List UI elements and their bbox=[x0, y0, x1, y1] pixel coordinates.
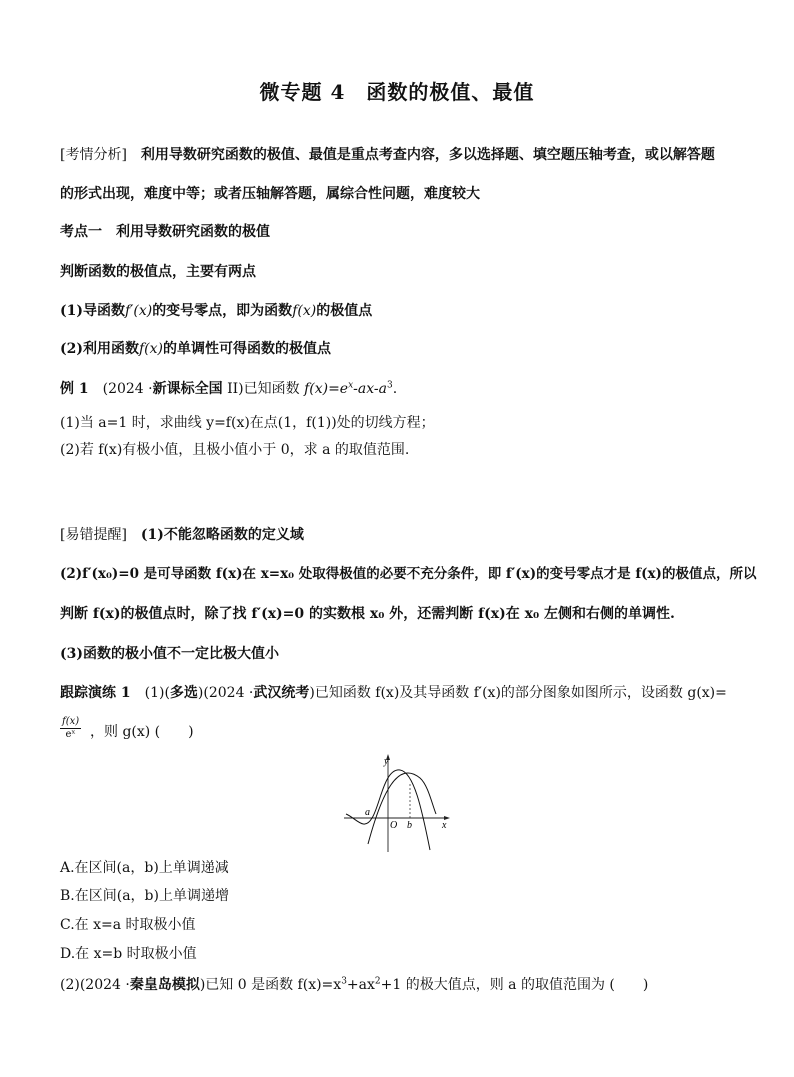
judge-item-1-fx2: f(x) bbox=[292, 303, 317, 319]
judge-item-1-c: 的极值点 bbox=[316, 303, 373, 319]
practice-1-q1-src: 武汉统考 bbox=[253, 685, 310, 701]
example-1-func-tail-sup: 3 bbox=[386, 380, 393, 391]
g-fraction-denominator: eˣ bbox=[65, 729, 76, 740]
practice-1-q2-sup1: 3 bbox=[341, 976, 347, 987]
pitfall-p2-line2: 判断 f(x)的极值点时，除了找 f′(x)=0 的实数根 x₀ 外，还需判断 f(x)在 x₀ 左侧和右侧的单调性. bbox=[60, 606, 675, 622]
example-1-func: f(x)=e bbox=[304, 381, 349, 397]
judge-item-2-b: 的单调性可得函数的极值点 bbox=[163, 341, 332, 357]
option-a: A.在区间(a，b)上单调递减 bbox=[60, 860, 229, 876]
option-c: C.在 x=a 时取极小值 bbox=[60, 917, 196, 933]
g-fraction-numerator: f(x) bbox=[62, 716, 80, 727]
judge-item-2 bbox=[60, 340, 331, 358]
practice-1-multi-tag: 多选 bbox=[169, 685, 198, 701]
practice-1-q1-tail: ，则 g(x) ( ) bbox=[90, 724, 194, 740]
judge-item-1 bbox=[60, 302, 372, 320]
function-graph bbox=[338, 752, 454, 854]
pitfall-line-1 bbox=[60, 526, 304, 544]
practice-1-q1-a: (1)( bbox=[130, 685, 170, 701]
pitfall-tag: [易错提醒] bbox=[60, 527, 127, 543]
analysis-tag: [考情分析] bbox=[60, 147, 127, 163]
example-1-func-tail: -ax-a bbox=[353, 381, 387, 397]
b-label: b bbox=[407, 820, 412, 831]
g-fraction bbox=[60, 716, 81, 741]
pitfall-p1: (1)不能忽略函数的定义域 bbox=[126, 527, 304, 543]
practice-1-q1-b: )(2024 · bbox=[197, 685, 254, 701]
example-1-label: 例 1 bbox=[60, 381, 89, 397]
practice-1-q2 bbox=[60, 976, 648, 994]
option-b: B.在区间(a，b)上单调递增 bbox=[60, 888, 229, 904]
y-axis-label: y bbox=[384, 756, 389, 767]
practice-1-q2-a: (2)(2024 · bbox=[60, 977, 130, 993]
judge-heading: 判断函数的极值点，主要有两点 bbox=[60, 264, 256, 280]
judge-item-2-a: (2)利用函数 bbox=[60, 341, 139, 357]
judge-item-2-fx: f(x) bbox=[139, 341, 164, 357]
analysis-text-1: 利用导数研究函数的极值、最值是重点考查内容，多以选择题、填空题压轴考查，或以解答题 bbox=[126, 147, 715, 163]
x-axis-label: x bbox=[442, 820, 447, 831]
point1-heading: 考点一 利用导数研究函数的极值 bbox=[60, 224, 270, 240]
origin-label: O bbox=[390, 820, 398, 831]
analysis-line-2: 的形式出现，难度中等；或者压轴解答题，属综合性问题，难度较大 bbox=[60, 186, 480, 202]
judge-item-1-b: 的变号零点，即为函数 bbox=[152, 303, 293, 319]
practice-1-q2-c: +ax bbox=[346, 977, 375, 993]
example-1-q2: (2)若 f(x)有极小值，且极小值小于 0，求 a 的取值范围. bbox=[60, 442, 410, 458]
practice-1-q1-c: )已知函数 f(x)及其导函数 f′(x)的部分图象如图所示，设函数 g(x)= bbox=[309, 685, 727, 701]
example-1-source-a: (2024 · bbox=[88, 381, 153, 397]
page-title: 微专题 4 函数的极值、最值 bbox=[259, 80, 535, 104]
practice-1-q2-b: )已知 0 是函数 f(x)=x bbox=[199, 977, 342, 993]
practice-1-q2-d: +1 的极大值点，则 a 的取值范围为 ( ) bbox=[380, 977, 649, 993]
judge-item-1-a: (1)导函数 bbox=[60, 303, 125, 319]
judge-item-1-fx: f′(x) bbox=[125, 303, 153, 319]
practice-1-q2-src: 秦皇岛模拟 bbox=[129, 977, 200, 993]
a-label: a bbox=[365, 807, 370, 818]
example-1-q1: (1)当 a=1 时，求曲线 y=f(x)在点(1，f(1))处的切线方程； bbox=[60, 415, 435, 431]
practice-1-label: 跟踪演练 1 bbox=[60, 685, 131, 701]
option-d: D.在 x=b 时取极小值 bbox=[60, 946, 197, 962]
example-1-source-b: 新课标全国 bbox=[152, 381, 223, 397]
example-1-func-sup: x bbox=[348, 380, 354, 391]
practice-1-q2-sup2: 2 bbox=[374, 976, 381, 987]
pitfall-p3: (3)函数的极小值不一定比极大值小 bbox=[60, 646, 279, 662]
example-1-stem bbox=[60, 380, 397, 398]
pitfall-p2-line1: (2)f′(x₀)=0 是可导函数 f(x)在 x=x₀ 处取得极值的必要不充分条件，即 f′(x)的变号零点才是 f(x)的极值点，所以 bbox=[60, 566, 757, 582]
curve-f-prime bbox=[368, 773, 436, 844]
example-1-source-c: II)已知函数 bbox=[222, 381, 305, 397]
example-1-func-end: . bbox=[392, 381, 398, 397]
analysis-line-1 bbox=[60, 146, 715, 164]
practice-1-stem bbox=[60, 684, 727, 702]
